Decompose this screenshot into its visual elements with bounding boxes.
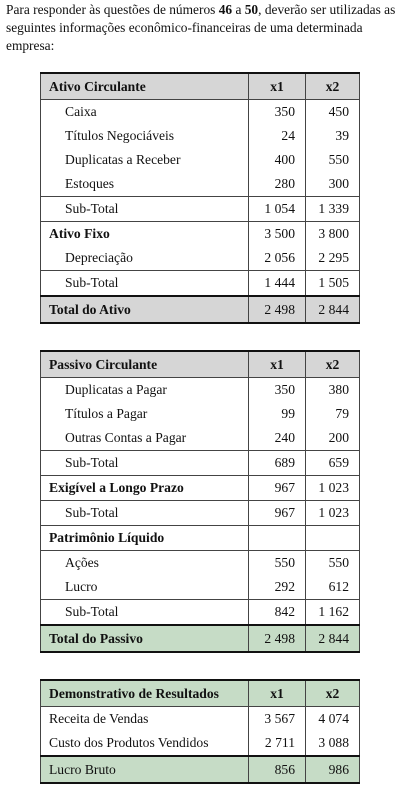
subtotal-row: [41, 197, 360, 222]
income-table-header: [41, 680, 360, 707]
value-x1: 967: [249, 476, 306, 501]
value-x1: 24: [249, 124, 306, 148]
row-label: Sub-Total: [41, 271, 249, 297]
value-x1: 1 444: [249, 271, 306, 297]
section-row: [41, 222, 360, 247]
row-label: Caixa: [41, 100, 249, 125]
intro-paragraph: [6, 1, 398, 55]
row-label: Sub-Total: [41, 451, 249, 476]
row-label: Sub-Total: [41, 600, 249, 626]
value-x1: [249, 526, 306, 551]
value-x1: 2 711: [249, 731, 306, 756]
value-x1: 350: [249, 100, 306, 125]
value-x1: 689: [249, 451, 306, 476]
total-x1: 2 498: [249, 625, 306, 652]
section-row: [41, 476, 360, 501]
subtotal-row: [41, 451, 360, 476]
value-x2: 612: [306, 575, 360, 600]
total-label: Lucro Bruto: [41, 756, 249, 783]
intro-text-end: , deverão ser utilizadas as seguintes informações econômico-financeiras de uma determinada empresa:: [6, 2, 396, 53]
value-x2: 79: [306, 402, 360, 426]
value-x2: 39: [306, 124, 360, 148]
row-label: Sub-Total: [41, 197, 249, 222]
value-x1: 292: [249, 575, 306, 600]
header-x1: x1: [249, 351, 306, 378]
row-label: Títulos Negociáveis: [41, 124, 249, 148]
value-x2: 659: [306, 451, 360, 476]
total-row: [41, 756, 360, 783]
table-row: [41, 378, 360, 403]
row-label: Custo dos Produtos Vendidos: [41, 731, 249, 756]
subtotal-row: [41, 271, 360, 297]
row-label: Ativo Fixo: [41, 222, 249, 247]
value-x2: 550: [306, 551, 360, 576]
header-x1: x1: [249, 73, 306, 100]
value-x2: 3 800: [306, 222, 360, 247]
header-x2: x2: [306, 680, 360, 707]
intro-text-start: Para responder às questões de números: [6, 2, 219, 17]
table-row: [41, 246, 360, 271]
value-x2: 300: [306, 172, 360, 197]
value-x1: 350: [249, 378, 306, 403]
total-x2: 986: [306, 756, 360, 783]
value-x1: 1 054: [249, 197, 306, 222]
row-label: Duplicatas a Receber: [41, 148, 249, 172]
value-x1: 3 567: [249, 707, 306, 732]
total-x1: 2 498: [249, 296, 306, 323]
value-x1: 2 056: [249, 246, 306, 271]
value-x1: 280: [249, 172, 306, 197]
row-label: Sub-Total: [41, 501, 249, 526]
subtotal-row: [41, 501, 360, 526]
value-x2: 380: [306, 378, 360, 403]
header-label: Demonstrativo de Resultados: [41, 680, 249, 707]
total-label: Total do Passivo: [41, 625, 249, 652]
income-statement-table: [40, 679, 360, 784]
row-label: Patrimônio Líquido: [41, 526, 249, 551]
row-label: Títulos a Pagar: [41, 402, 249, 426]
row-label: Exigível a Longo Prazo: [41, 476, 249, 501]
total-x1: 856: [249, 756, 306, 783]
total-row: [41, 296, 360, 323]
value-x2: [306, 526, 360, 551]
table-row: [41, 172, 360, 197]
total-label: Total do Ativo: [41, 296, 249, 323]
value-x2: 1 023: [306, 476, 360, 501]
row-label: Outras Contas a Pagar: [41, 426, 249, 451]
value-x2: 1 162: [306, 600, 360, 626]
value-x2: 3 088: [306, 731, 360, 756]
table-row: [41, 100, 360, 125]
table-row: [41, 575, 360, 600]
subtotal-row: [41, 600, 360, 626]
value-x1: 967: [249, 501, 306, 526]
total-x2: 2 844: [306, 625, 360, 652]
value-x1: 99: [249, 402, 306, 426]
value-x1: 550: [249, 551, 306, 576]
liability-table: [40, 350, 360, 653]
liability-table-header: [41, 351, 360, 378]
total-x2: 2 844: [306, 296, 360, 323]
value-x1: 842: [249, 600, 306, 626]
row-label: Depreciação: [41, 246, 249, 271]
table-row: [41, 731, 360, 756]
value-x2: 1 505: [306, 271, 360, 297]
table-row: [41, 148, 360, 172]
table-row: [41, 426, 360, 451]
row-label: Ações: [41, 551, 249, 576]
section-row: [41, 526, 360, 551]
asset-table-header: [41, 73, 360, 100]
asset-table: [40, 72, 360, 324]
question-end-number: 50: [244, 2, 259, 17]
value-x2: 2 295: [306, 246, 360, 271]
question-start-number: 46: [218, 2, 233, 17]
table-row: [41, 551, 360, 576]
value-x2: 1 339: [306, 197, 360, 222]
total-row: [41, 625, 360, 652]
header-label: Ativo Circulante: [41, 73, 249, 100]
value-x1: 3 500: [249, 222, 306, 247]
value-x2: 550: [306, 148, 360, 172]
value-x1: 240: [249, 426, 306, 451]
row-label: Duplicatas a Pagar: [41, 378, 249, 403]
value-x2: 1 023: [306, 501, 360, 526]
intro-text-mid: a: [232, 2, 245, 17]
value-x1: 400: [249, 148, 306, 172]
table-row: [41, 402, 360, 426]
row-label: Receita de Vendas: [41, 707, 249, 732]
header-label: Passivo Circulante: [41, 351, 249, 378]
header-x2: x2: [306, 351, 360, 378]
header-x2: x2: [306, 73, 360, 100]
row-label: Lucro: [41, 575, 249, 600]
value-x2: 200: [306, 426, 360, 451]
value-x2: 450: [306, 100, 360, 125]
header-x1: x1: [249, 680, 306, 707]
value-x2: 4 074: [306, 707, 360, 732]
table-row: [41, 124, 360, 148]
row-label: Estoques: [41, 172, 249, 197]
table-row: [41, 707, 360, 732]
